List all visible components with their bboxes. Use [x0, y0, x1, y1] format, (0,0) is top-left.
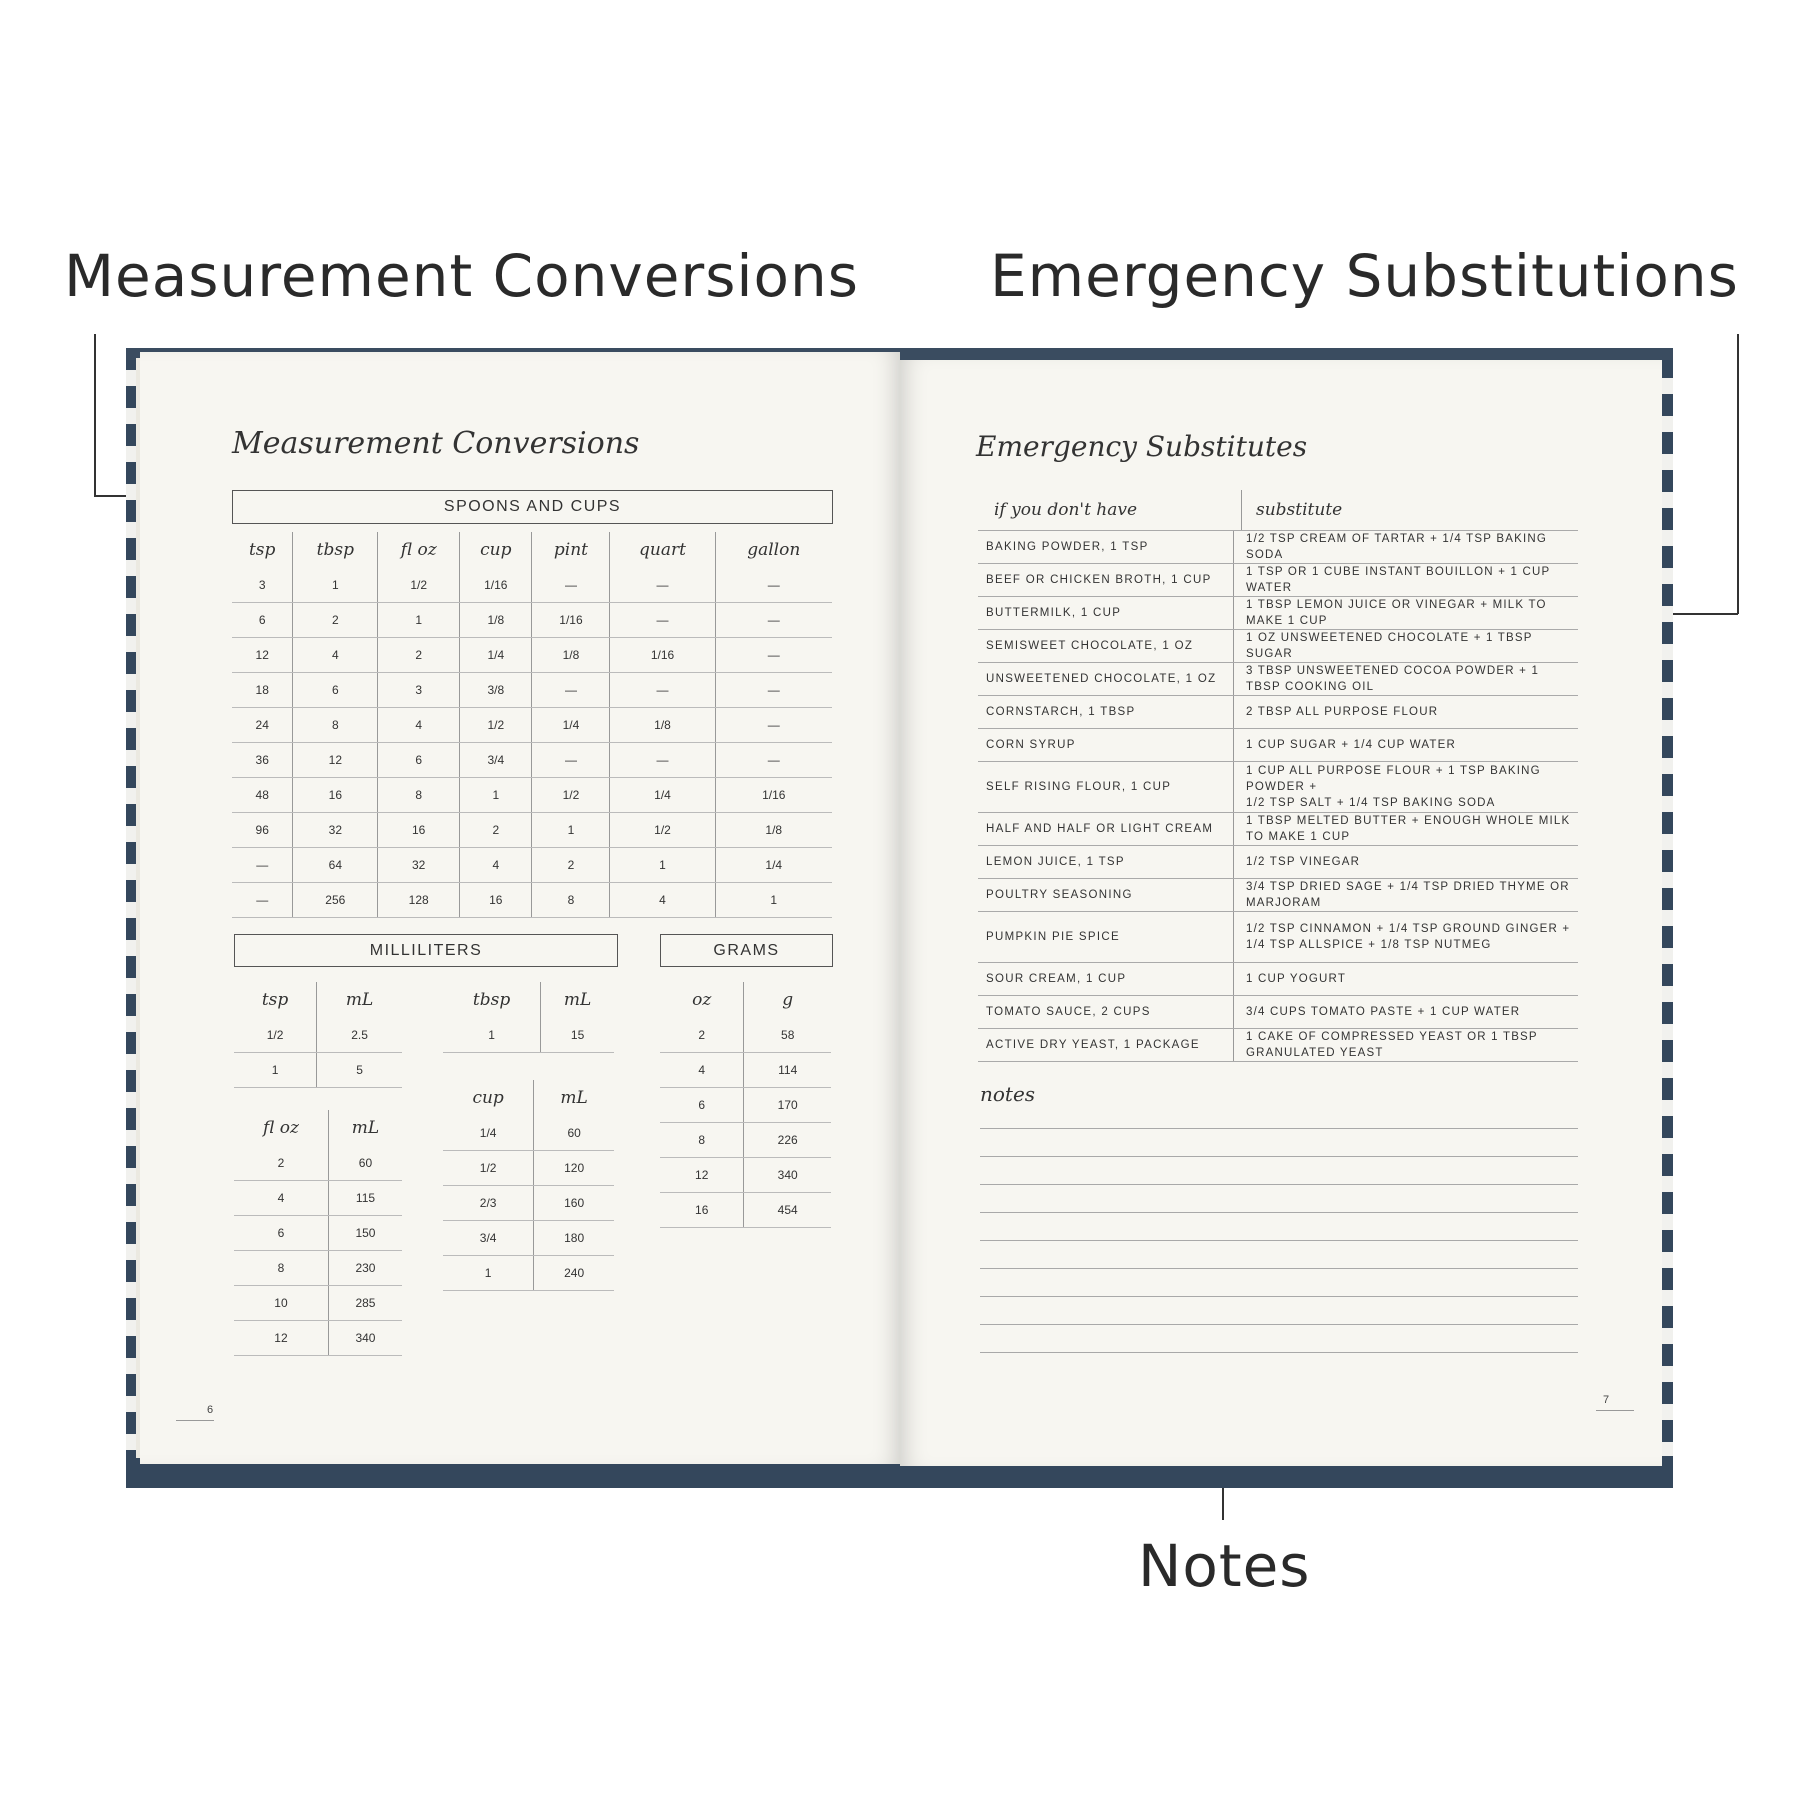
spoons-cups-col-header: tbsp [293, 532, 378, 568]
spoons-cups-col-header: tsp [248, 540, 276, 560]
table-cell: 15 [541, 1018, 614, 1053]
ingredient-missing: UNSWEETENED CHOCOLATE, 1 OZ [986, 673, 1217, 685]
callout-notes: Notes [1138, 1532, 1311, 1600]
table-row [660, 1158, 831, 1193]
table-row [232, 568, 832, 603]
table-row [232, 673, 832, 708]
table-cell: 150 [328, 1216, 402, 1251]
substitute-row [978, 563, 1578, 596]
table-row [660, 1018, 831, 1053]
substitute-row [978, 845, 1578, 878]
table-cell: 96 [232, 813, 293, 848]
ingredient-substitute: 1 CAKE OF COMPRESSED YEAST OR 1 TBSP GRANULATED YEAST [1233, 1029, 1578, 1061]
table-cell: 285 [328, 1286, 402, 1321]
table-cell: 6 [232, 603, 293, 638]
ingredient-substitute: 3/4 CUPS TOMATO PASTE + 1 CUP WATER [1233, 996, 1578, 1028]
ingredient-missing: BUTTERMILK, 1 CUP [986, 607, 1122, 619]
table-cell: 230 [328, 1251, 402, 1286]
table-row [234, 1053, 402, 1088]
ingredient-substitute: 1 TSP OR 1 CUBE INSTANT BOUILLON + 1 CUP WATER [1233, 564, 1578, 596]
table-cell: — [715, 568, 832, 603]
table-row [660, 1193, 831, 1228]
spoons-cups-col-header: gallon [715, 532, 832, 568]
table-cell: 6 [293, 673, 378, 708]
table-cell: 1/8 [532, 638, 610, 673]
table-cell: 6 [378, 743, 460, 778]
table-cell: 8 [532, 883, 610, 918]
notes-line [980, 1240, 1578, 1241]
left-page-number: 6 [207, 1404, 214, 1416]
ingredient-missing: PUMPKIN PIE SPICE [986, 931, 1120, 943]
milliliters-heading: MILLILITERS [234, 934, 618, 967]
table-cell: 1 [293, 568, 378, 603]
substitute-row [978, 878, 1578, 911]
callout-emergency-substitutions: Emergency Substitutions [990, 242, 1739, 310]
ingredient-missing: SEMISWEET CHOCOLATE, 1 OZ [986, 640, 1194, 652]
table-row [232, 883, 832, 918]
ingredient-missing: SELF RISING FLOUR, 1 CUP [986, 781, 1172, 793]
table-cell: 32 [378, 848, 460, 883]
ingredient-substitute: 2 TBSP ALL PURPOSE FLOUR [1233, 696, 1578, 728]
substitute-row [978, 911, 1578, 962]
table-cell: 1/16 [460, 568, 532, 603]
table-cell: 1 [532, 813, 610, 848]
notes-line [980, 1184, 1578, 1185]
table-cell: 120 [534, 1151, 614, 1186]
table-col-header: g [744, 982, 831, 1018]
table-row [232, 638, 832, 673]
table-cell: 8 [234, 1251, 328, 1286]
table-cell: 64 [293, 848, 378, 883]
table-cell: 4 [610, 883, 715, 918]
spoons-cups-col-header: pint [532, 532, 610, 568]
table-cell: 1/2 [378, 568, 460, 603]
ingredient-missing: BAKING POWDER, 1 TSP [986, 541, 1149, 553]
ingredient-substitute: 1 CUP SUGAR + 1/4 CUP WATER [1233, 729, 1578, 761]
table-cell: 1/16 [715, 778, 832, 813]
table-cell: 4 [293, 638, 378, 673]
table-col-header: fl oz [263, 1118, 299, 1138]
ingredient-substitute: 1 TBSP LEMON JUICE OR VINEGAR + MILK TO MAKE 1 CUP [1233, 597, 1578, 629]
ingredient-missing: SOUR CREAM, 1 CUP [986, 973, 1127, 985]
spoons-cups-col-header: quart [610, 532, 715, 568]
ingredient-substitute: 1 TBSP MELTED BUTTER + ENOUGH WHOLE MILK TO MAKE 1 CUP [1233, 813, 1578, 845]
notes-line [980, 1296, 1578, 1297]
table-cell: 60 [328, 1146, 402, 1181]
ingredient-substitute: 1 CUP YOGURT [1233, 963, 1578, 995]
table-cell: 1/4 [610, 778, 715, 813]
spoons-cups-col-header: cup [460, 532, 532, 568]
table-row [660, 1088, 831, 1123]
ml-tsp-table [234, 982, 402, 1088]
table-cell: 1/2 [610, 813, 715, 848]
table-row [234, 1286, 402, 1321]
table-cell: 1/8 [460, 603, 532, 638]
table-cell: 3/4 [443, 1221, 534, 1256]
table-row [232, 708, 832, 743]
table-cell: 226 [744, 1123, 831, 1158]
table-cell: 1 [460, 778, 532, 813]
table-cell: 3/8 [460, 673, 532, 708]
ingredient-substitute: 1/2 TSP VINEGAR [1233, 846, 1578, 878]
table-cell: 12 [232, 638, 293, 673]
table-cell: 2 [234, 1146, 328, 1181]
table-row [232, 813, 832, 848]
ingredient-missing: TOMATO SAUCE, 2 CUPS [986, 1006, 1151, 1018]
ingredient-missing: LEMON JUICE, 1 TSP [986, 856, 1125, 868]
table-cell: 2/3 [443, 1186, 534, 1221]
substitute-row [978, 596, 1578, 629]
spoons-cups-table [232, 532, 832, 918]
table-cell: 1 [443, 1256, 534, 1291]
table-row [232, 778, 832, 813]
substitutes-table [978, 490, 1578, 1062]
ingredient-substitute: 1 OZ UNSWEETENED CHOCOLATE + 1 TBSP SUGAR [1233, 630, 1578, 662]
table-cell: — [715, 673, 832, 708]
table-cell: 36 [232, 743, 293, 778]
table-cell: 1/4 [460, 638, 532, 673]
table-cell: 1/2 [234, 1018, 317, 1053]
table-cell: 10 [234, 1286, 328, 1321]
substitute-row [978, 629, 1578, 662]
table-cell: 454 [744, 1193, 831, 1228]
table-cell: — [610, 743, 715, 778]
substitutes-bottom-rule [978, 1061, 1578, 1062]
table-row [443, 1256, 614, 1291]
table-row [234, 1146, 402, 1181]
ingredient-substitute: 1/2 TSP CINNAMON + 1/4 TSP GROUND GINGER + 1/4 TSP ALLSPICE + 1/8 TSP NUTMEG [1233, 912, 1578, 962]
spoons-cups-col-header: fl oz [378, 532, 460, 568]
table-row [234, 1216, 402, 1251]
ml-cup-table [443, 1080, 614, 1291]
table-col-header: oz [692, 990, 712, 1010]
table-cell: 16 [660, 1193, 744, 1228]
notes-line [980, 1128, 1578, 1129]
table-cell: 1/8 [610, 708, 715, 743]
table-cell: — [232, 883, 293, 918]
table-cell: 1 [610, 848, 715, 883]
col-substitute: substitute [1241, 490, 1578, 530]
ingredient-substitute: 3/4 TSP DRIED SAGE + 1/4 TSP DRIED THYME OR MARJORAM [1233, 879, 1578, 911]
substitute-row [978, 995, 1578, 1028]
table-row [660, 1123, 831, 1158]
grams-heading: GRAMS [660, 934, 833, 967]
table-cell: 12 [660, 1158, 744, 1193]
table-cell: 16 [378, 813, 460, 848]
table-cell: — [610, 673, 715, 708]
table-cell: 4 [378, 708, 460, 743]
notes-line [980, 1268, 1578, 1269]
table-cell: 8 [378, 778, 460, 813]
leader-measurement-vertical [94, 334, 96, 496]
notes-line [980, 1324, 1578, 1325]
table-row [443, 1186, 614, 1221]
spoons-cups-heading: SPOONS AND CUPS [232, 490, 833, 524]
table-cell: 60 [534, 1116, 614, 1151]
ingredient-missing: ACTIVE DRY YEAST, 1 PACKAGE [986, 1039, 1200, 1051]
ingredient-missing: HALF AND HALF OR LIGHT CREAM [986, 823, 1214, 835]
table-cell: 8 [660, 1123, 744, 1158]
table-cell: 1 [443, 1018, 541, 1053]
table-row [443, 1151, 614, 1186]
substitute-row [978, 530, 1578, 563]
table-cell: — [232, 848, 293, 883]
table-cell: 240 [534, 1256, 614, 1291]
table-row [232, 603, 832, 638]
table-cell: 3 [232, 568, 293, 603]
table-cell: 12 [234, 1321, 328, 1356]
table-cell: 16 [293, 778, 378, 813]
notes-line [980, 1212, 1578, 1213]
table-cell: 4 [660, 1053, 744, 1088]
table-cell: 1/2 [460, 708, 532, 743]
ingredient-missing: POULTRY SEASONING [986, 889, 1133, 901]
table-cell: — [610, 603, 715, 638]
table-cell: 12 [293, 743, 378, 778]
ingredient-substitute: 1 CUP ALL PURPOSE FLOUR + 1 TSP BAKING POWDER + 1/2 TSP SALT + 1/4 TSP BAKING SODA [1233, 762, 1578, 812]
table-row [234, 1181, 402, 1216]
right-page-number-rule [1596, 1410, 1634, 1411]
substitute-row [978, 761, 1578, 812]
table-cell: 160 [534, 1186, 614, 1221]
notes-label: notes [980, 1082, 1036, 1106]
table-cell: 114 [744, 1053, 831, 1088]
table-col-header: tsp [261, 990, 289, 1010]
table-cell: 1/16 [532, 603, 610, 638]
table-cell: 4 [460, 848, 532, 883]
notes-line [980, 1352, 1578, 1353]
table-col-header: mL [328, 1110, 402, 1146]
table-cell: 58 [744, 1018, 831, 1053]
table-cell: 24 [232, 708, 293, 743]
table-cell: 16 [460, 883, 532, 918]
table-cell: 1/8 [715, 813, 832, 848]
emergency-page-title: Emergency Substitutes [976, 430, 1308, 463]
table-cell: 1/16 [610, 638, 715, 673]
table-col-header: mL [541, 982, 614, 1018]
substitute-row [978, 728, 1578, 761]
leader-emergency-vertical [1737, 334, 1739, 614]
table-cell: 1 [378, 603, 460, 638]
ingredient-substitute: 3 TBSP UNSWEETENED COCOA POWDER + 1 TBSP COOKING OIL [1233, 663, 1578, 695]
table-row [234, 1251, 402, 1286]
table-col-header: cup [472, 1088, 504, 1108]
table-cell: — [532, 568, 610, 603]
table-cell: 340 [744, 1158, 831, 1193]
table-cell: 2 [460, 813, 532, 848]
table-cell: 18 [232, 673, 293, 708]
table-cell: 1 [715, 883, 832, 918]
table-cell: 2 [532, 848, 610, 883]
table-cell: 128 [378, 883, 460, 918]
table-cell: 3/4 [460, 743, 532, 778]
table-cell: — [610, 568, 715, 603]
table-cell: — [532, 673, 610, 708]
table-cell: — [532, 743, 610, 778]
notes-line [980, 1156, 1578, 1157]
table-row [443, 1018, 614, 1053]
table-cell: — [715, 603, 832, 638]
table-row [234, 1018, 402, 1053]
col-if-you-dont-have: if you don't have [994, 500, 1138, 520]
left-page-number-rule [176, 1420, 214, 1421]
table-cell: 48 [232, 778, 293, 813]
substitute-row [978, 662, 1578, 695]
substitutes-header [978, 490, 1578, 530]
table-cell: 1/4 [532, 708, 610, 743]
table-row [232, 743, 832, 778]
substitute-row [978, 1028, 1578, 1061]
table-col-header: mL [534, 1080, 614, 1116]
table-cell: — [715, 743, 832, 778]
right-page-number: 7 [1603, 1394, 1610, 1406]
ingredient-missing: BEEF OR CHICKEN BROTH, 1 CUP [986, 574, 1212, 586]
ingredient-substitute: 1/2 TSP CREAM OF TARTAR + 1/4 TSP BAKING SODA [1233, 531, 1578, 563]
callout-measurement-conversions: Measurement Conversions [64, 242, 860, 310]
table-cell: 1/2 [443, 1151, 534, 1186]
table-cell: 1/4 [715, 848, 832, 883]
table-cell: 180 [534, 1221, 614, 1256]
table-cell: 1/2 [532, 778, 610, 813]
table-cell: 6 [234, 1216, 328, 1251]
table-row [660, 1053, 831, 1088]
table-cell: 340 [328, 1321, 402, 1356]
table-cell: 1 [234, 1053, 317, 1088]
table-cell: 3 [378, 673, 460, 708]
table-cell: 8 [293, 708, 378, 743]
table-cell: — [715, 708, 832, 743]
table-cell: 170 [744, 1088, 831, 1123]
grams-table [660, 982, 831, 1228]
table-cell: — [715, 638, 832, 673]
table-col-header: tbsp [472, 990, 511, 1010]
table-cell: 115 [328, 1181, 402, 1216]
substitute-row [978, 695, 1578, 728]
table-col-header: mL [317, 982, 402, 1018]
ml-floz-table [234, 1110, 402, 1356]
table-cell: 2 [660, 1018, 744, 1053]
table-cell: 2 [293, 603, 378, 638]
table-row [443, 1221, 614, 1256]
ml-tbsp-table [443, 982, 614, 1053]
table-row [232, 848, 832, 883]
measurement-page-title: Measurement Conversions [232, 426, 640, 461]
table-cell: 2 [378, 638, 460, 673]
table-row [234, 1321, 402, 1356]
table-cell: 6 [660, 1088, 744, 1123]
table-cell: 5 [317, 1053, 402, 1088]
table-cell: 2.5 [317, 1018, 402, 1053]
ingredient-missing: CORN SYRUP [986, 739, 1076, 751]
table-row [443, 1116, 614, 1151]
substitute-row [978, 962, 1578, 995]
table-cell: 4 [234, 1181, 328, 1216]
table-cell: 256 [293, 883, 378, 918]
ingredient-missing: CORNSTARCH, 1 TBSP [986, 706, 1136, 718]
substitute-row [978, 812, 1578, 845]
table-cell: 1/4 [443, 1116, 534, 1151]
table-cell: 32 [293, 813, 378, 848]
